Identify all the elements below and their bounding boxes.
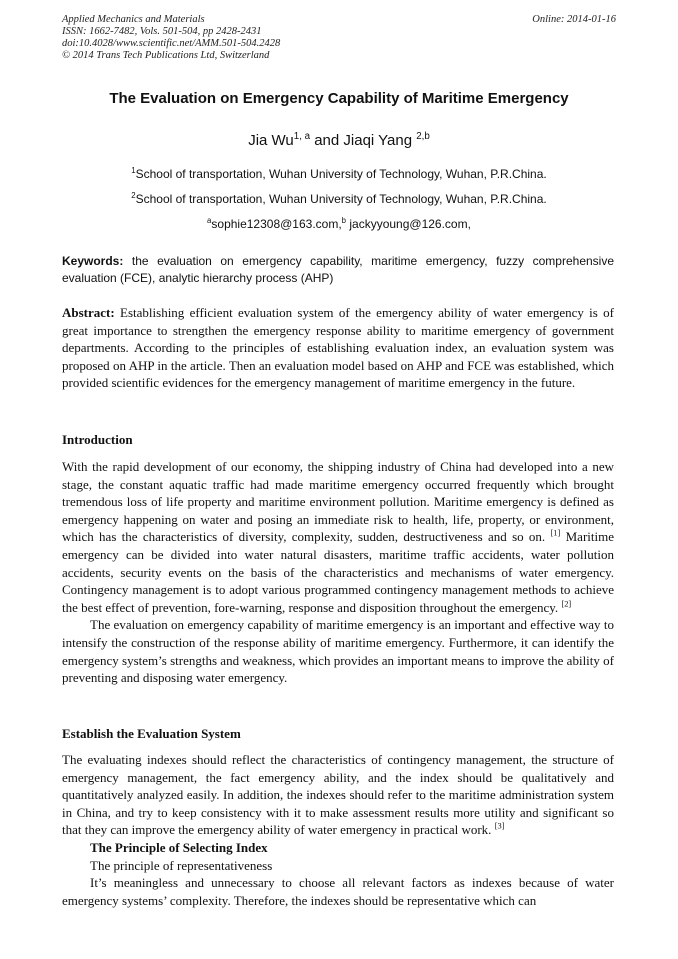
establish-paragraph-1 bbox=[62, 751, 614, 839]
affiliation-2-sup: 2 bbox=[131, 191, 136, 200]
introduction-paragraph-2: The evaluation on emergency capability of maritime emergency is an important and effective way to intensify the construction of the response ability of maritime emergency. Furthermore, it can identify the emergency system’s strengths and weakness, which provides an important means to improve the ability of preventing and disposing water emergency. bbox=[62, 617, 614, 686]
author-1-sup: 1, a bbox=[293, 131, 311, 142]
establish-paragraph-2: It’s meaningless and unnecessary to choose all relevant factors as indexes because of water emergency systems’ complexity. Therefore, the indexes should be representative which can bbox=[62, 875, 614, 908]
principle-subheading: The Principle of Selecting Index bbox=[90, 839, 268, 855]
journal-name: Applied Mechanics and Materials bbox=[62, 14, 205, 25]
affiliation-1-text: School of transportation, Wuhan University of Technology, Wuhan, P.R.China. bbox=[135, 167, 547, 181]
abstract-text: Establishing efficient evaluation system of the emergency ability of water emergency is of great importance to strengthen the emergency response ability to maritime emergency of government departments. According to the principles of establishing evaluation index, an evaluation system was proposed on AHP in the article. Then an evaluation model based on AHP and FCE was established, which provided scientific evidences for the emergency management of maritime emergency in the future. bbox=[62, 305, 614, 391]
establish-body bbox=[62, 751, 614, 909]
copyright-line: © 2014 Trans Tech Publications Ltd, Switzerland bbox=[62, 50, 270, 61]
introduction-paragraph-1 bbox=[62, 458, 614, 616]
affiliation-2-text: School of transportation, Wuhan University of Technology, Wuhan, P.R.China. bbox=[135, 192, 547, 206]
abstract bbox=[62, 304, 614, 392]
intro-p1-part-b: Maritime emergency can be divided into water natural disasters, maritime traffic accidents, water pollution accidents, security events on the basis of the characteristics and mechanisms of water emergency. Contingency management is to adopt various programmed contingency management methods to achieve the best effect of prevention, fore-warning, response and disposition throughout the emergency. bbox=[62, 529, 614, 615]
author-2: Jiaqi Yang bbox=[343, 132, 417, 149]
journal-info bbox=[62, 14, 280, 62]
author-1: Jia Wu bbox=[248, 132, 294, 149]
email-a: sophie12308@163.com, bbox=[211, 217, 342, 231]
email-a-sup: a bbox=[207, 216, 212, 225]
citation-2: [2] bbox=[561, 598, 572, 609]
keywords-label: Keywords: bbox=[62, 254, 124, 268]
introduction-body bbox=[62, 458, 614, 687]
introduction-heading: Introduction bbox=[62, 432, 133, 447]
establish-heading: Establish the Evaluation System bbox=[62, 726, 241, 741]
citation-1: [1] bbox=[550, 528, 561, 539]
intro-p1-part-a: With the rapid development of our economy, the shipping industry of China had developed into a new stage, the constant aquatic traffic had made maritime emergency occurred frequently which brought tremendous loss of life property and maritime environment pollution. Maritime emergency is defined as emergency happening on water and posing an immediate risk to health, life, property, or environment, which has the characteristics of diversity, complexity, sudden, destructiveness and so on. bbox=[62, 459, 614, 545]
establish-p1-text: The evaluating indexes should reflect the characteristics of contingency management, the structure of emergency management, the fact emergency ability, and the index should be qualitatively and quantitatively analyzed easily. In addition, the indexes should refer to the maritime administration system in China, and try to keep consistency with it to make assessment results more utility and significant so that they can improve the emergency ability of water emergency in practical work. bbox=[62, 752, 614, 838]
keywords-text: the evaluation on emergency capability, maritime emergency, fuzzy comprehensive evaluation (FCE), analytic hierarchy process (AHP) bbox=[62, 254, 614, 285]
principle-representativeness: The principle of representativeness bbox=[90, 857, 273, 873]
affiliation-2 bbox=[62, 192, 616, 206]
online-date: Online: 2014-01-16 bbox=[532, 14, 616, 25]
issn-line: ISSN: 1662-7482, Vols. 501-504, pp 2428-2431 bbox=[62, 26, 262, 37]
abstract-label: Abstract: bbox=[62, 305, 115, 320]
email-line bbox=[62, 217, 616, 231]
paper-title: The Evaluation on Emergency Capability of Maritime Emergency bbox=[109, 90, 569, 107]
author-line bbox=[62, 132, 616, 149]
keywords bbox=[62, 253, 614, 287]
author-conjunction: and bbox=[310, 132, 344, 149]
email-b: jackyyoung@126.com, bbox=[346, 217, 471, 231]
affiliation-1 bbox=[62, 167, 616, 181]
doi-line: doi:10.4028/www.scientific.net/AMM.501-504.2428 bbox=[62, 38, 281, 49]
author-2-sup: 2,b bbox=[416, 131, 430, 142]
affiliation-1-sup: 1 bbox=[131, 166, 136, 175]
email-b-sup: b bbox=[341, 216, 347, 225]
citation-3: [3] bbox=[494, 821, 505, 832]
